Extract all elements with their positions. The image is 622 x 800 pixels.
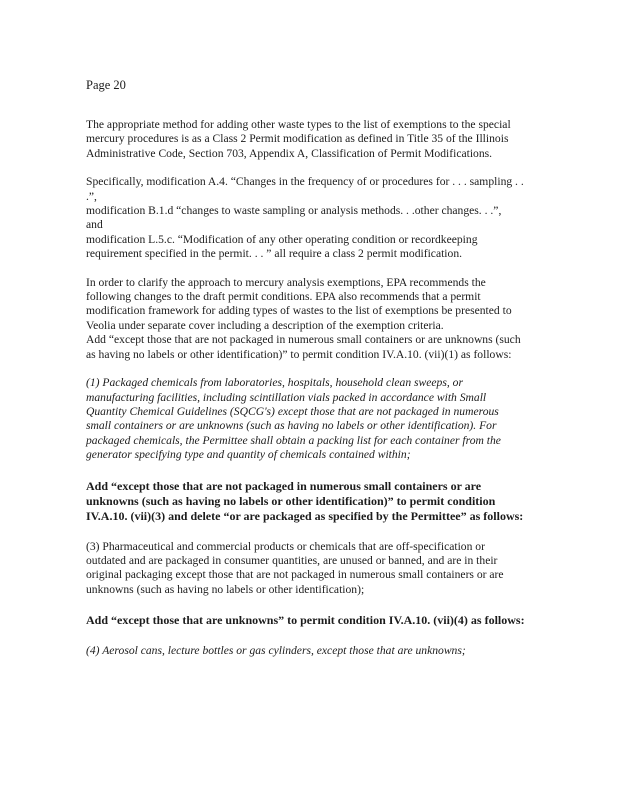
paragraph-add-condition-vii-4: Add “except those that are unknowns” to permit condition IV.A.10. (vii)(4) as follows: [86, 613, 525, 628]
paragraph-modification-a4: Specifically, modification A.4. “Changes in the frequency of or procedures for . . . sampling . . .”, [86, 175, 524, 203]
paragraph-permit-modification-method: The appropriate method for adding other waste types to the list of exemptions to the special mercury procedures is as a Class 2 Permit modification as defined in Title 35 of the Illinois Administrative Code, Section 703, Appendix A, Classification of Permit Modifications. [86, 118, 511, 160]
paragraph-modification-l5c: modification L.5.c. “Modification of any other operating condition or recordkeeping requirement specified in the permit. . . ” all require a class 2 permit modification. [86, 232, 478, 261]
paragraph-clarify-approach: In order to clarify the approach to mercury analysis exemptions, EPA recommends the following changes to the draft permit conditions. EPA also recommends that a permit modification framework for adding types of wastes to the list of exemptions be presented to Veolia under separate cover including a description of the exemption criteria. [86, 275, 512, 332]
paragraph-condition-1-text: (1) Packaged chemicals from laboratories, hospitals, household clean sweeps, or manufacturing facilities, including scintillation vials packed in accordance with Small Quantity Chemical Guidelines (SQCG's) except those that are not packaged in numerous small containers or are unknowns (such as having no labels or other identification). For packaged chemicals, the Permittee shall obtain a packing list for each container from the generator specifying type and quantity of chemicals contained within; [86, 376, 501, 462]
paragraph-condition-3-text: (3) Pharmaceutical and commercial products or chemicals that are off-specification or outdated and are packaged in consumer quantities, are unused or banned, and are in their original packaging except those that are not packaged in numerous small containers or are unknowns (such as having no labels or other identification); [86, 539, 504, 596]
paragraph-condition-4-text: (4) Aerosol cans, lecture bottles or gas cylinders, except those that are unknowns; [86, 644, 466, 658]
paragraph-add-condition-vii-1: Add “except those that are not packaged in numerous small containers or are unknowns (such as having no labels or other identification)” to permit condition IV.A.10. (vii)(1) as follows: [86, 333, 521, 361]
paragraph-and: and [86, 218, 103, 232]
page-number: Page 20 [86, 78, 126, 92]
paragraph-add-condition-vii-3: Add “except those that are not packaged in numerous small containers or are unknowns (such as having no labels or other identification)” to permit condition IV.A.10. (vii)(3) and delete “or are packaged as specified by the Permittee” as follows: [86, 478, 524, 523]
document-body [86, 118, 526, 659]
paragraph-modification-b1d: modification B.1.d “changes to waste sampling or analysis methods. . .other changes. . .”, [86, 204, 502, 218]
